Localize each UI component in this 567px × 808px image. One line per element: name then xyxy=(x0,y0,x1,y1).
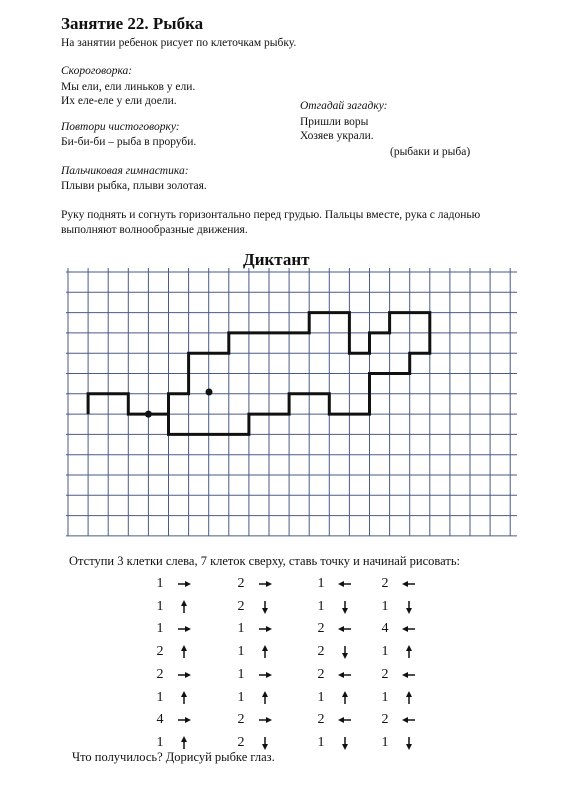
arrow-right-icon xyxy=(257,712,273,728)
command-count: 1 xyxy=(156,689,164,705)
dictation-command xyxy=(235,620,273,638)
dictation-instruction: Отступи 3 клетки слева, 7 клеток сверху, ставь точку и начинай рисовать: xyxy=(69,554,461,568)
command-count: 1 xyxy=(156,734,164,750)
dictation-command xyxy=(154,620,192,638)
dictation-command xyxy=(154,643,192,661)
command-count: 1 xyxy=(237,644,245,660)
dictation-command xyxy=(235,643,273,661)
command-count: 2 xyxy=(237,598,245,614)
riddle-answer: (рыбаки и рыба) xyxy=(390,146,471,158)
lesson-title: Занятие 22. Рыбка xyxy=(61,14,204,33)
command-count: 2 xyxy=(156,666,164,682)
arrow-left-icon xyxy=(401,667,417,683)
arrow-up-icon xyxy=(337,690,353,706)
arrow-left-icon xyxy=(401,576,417,592)
arrow-up-icon xyxy=(257,644,273,660)
arrow-up-icon xyxy=(401,644,417,660)
command-count: 1 xyxy=(381,598,389,614)
command-count: 1 xyxy=(381,734,389,750)
dictation-command xyxy=(379,689,417,707)
arrow-down-icon xyxy=(401,599,417,615)
clean-saying-heading: Повтори чистоговорку: xyxy=(61,121,180,133)
command-count: 4 xyxy=(381,621,389,637)
dictation-command xyxy=(315,598,353,616)
dictation-command xyxy=(315,620,353,638)
command-count: 1 xyxy=(237,621,245,637)
dictation-command xyxy=(154,666,192,684)
dictation-command xyxy=(379,620,417,638)
tongue-twister-line: Мы ели, ели линьков у ели. xyxy=(61,81,196,93)
command-count: 2 xyxy=(381,576,389,591)
clean-saying-line: Би-би-би – рыба в проруби. xyxy=(61,136,197,148)
arrow-right-icon xyxy=(257,576,273,592)
dictation-command xyxy=(379,575,417,593)
riddle-line: Хозяев украли. xyxy=(300,130,374,142)
command-count: 1 xyxy=(237,689,245,705)
command-count: 2 xyxy=(317,644,325,660)
dictation-command xyxy=(154,711,192,729)
arrow-left-icon xyxy=(401,712,417,728)
command-count: 1 xyxy=(381,689,389,705)
arrow-up-icon xyxy=(257,690,273,706)
dictation-command xyxy=(315,666,353,684)
dictation-command xyxy=(315,734,353,752)
description-line: Руку поднять и согнуть горизонтально перед грудью. Пальцы вместе, рука с ладонью xyxy=(61,209,481,221)
dictation-command xyxy=(379,711,417,729)
arrow-left-icon xyxy=(337,667,353,683)
lesson-intro: На занятии ребенок рисует по клеточкам рыбку. xyxy=(61,37,297,49)
dictation-command xyxy=(315,643,353,661)
finger-gym-line: Плыви рыбка, плыви золотая. xyxy=(61,180,207,192)
dictation-command xyxy=(315,689,353,707)
command-count: 2 xyxy=(237,576,245,591)
arrow-right-icon xyxy=(176,576,192,592)
command-count: 1 xyxy=(317,734,325,750)
dictation-command xyxy=(379,666,417,684)
dictation-command xyxy=(235,666,273,684)
arrow-up-icon xyxy=(176,735,192,751)
command-count: 1 xyxy=(381,644,389,660)
dictation-command xyxy=(379,643,417,661)
dictation-command xyxy=(154,598,192,616)
dictation-command xyxy=(235,598,273,616)
dictation-command xyxy=(379,598,417,616)
tongue-twister-heading: Скороговорка: xyxy=(61,65,133,77)
arrow-up-icon xyxy=(401,690,417,706)
arrow-down-icon xyxy=(337,735,353,751)
finger-gym-heading: Пальчиковая гимнастика: xyxy=(61,165,189,177)
dictation-command xyxy=(235,575,273,593)
dictation-command xyxy=(315,711,353,729)
command-count: 1 xyxy=(317,689,325,705)
arrow-up-icon xyxy=(176,644,192,660)
dictation-command xyxy=(315,575,353,593)
command-count: 2 xyxy=(381,712,389,728)
riddle-line: Пришли воры xyxy=(300,116,369,128)
command-count: 1 xyxy=(156,598,164,614)
command-count: 1 xyxy=(156,621,164,637)
arrow-up-icon xyxy=(176,599,192,615)
command-count: 1 xyxy=(156,576,164,591)
arrow-right-icon xyxy=(176,712,192,728)
command-count: 2 xyxy=(237,712,245,728)
command-count: 1 xyxy=(317,576,325,591)
arrow-up-icon xyxy=(176,690,192,706)
command-count: 1 xyxy=(237,666,245,682)
command-count: 4 xyxy=(156,712,164,728)
arrow-left-icon xyxy=(337,712,353,728)
command-count: 2 xyxy=(317,712,325,728)
dictation-command xyxy=(154,689,192,707)
command-count: 2 xyxy=(317,621,325,637)
command-count: 2 xyxy=(317,666,325,682)
arrow-down-icon xyxy=(257,735,273,751)
start-dot xyxy=(145,411,152,418)
riddle-heading: Отгадай загадку: xyxy=(300,100,388,112)
final-question: Что получилось? Дорисуй рыбке глаз. xyxy=(72,750,275,764)
arrow-left-icon xyxy=(337,621,353,637)
arrow-right-icon xyxy=(257,667,273,683)
arrow-down-icon xyxy=(337,599,353,615)
arrow-right-icon xyxy=(176,667,192,683)
arrow-right-icon xyxy=(257,621,273,637)
tongue-twister-line: Их еле-еле у ели доели. xyxy=(61,95,177,107)
dictation-command xyxy=(235,711,273,729)
fish-eye-dot xyxy=(206,389,213,396)
dictation-command xyxy=(235,689,273,707)
arrow-right-icon xyxy=(176,621,192,637)
command-count: 2 xyxy=(237,734,245,750)
arrow-left-icon xyxy=(401,621,417,637)
arrow-down-icon xyxy=(401,735,417,751)
description-line: выполняют волнообразные движения. xyxy=(61,224,248,236)
command-count: 2 xyxy=(156,644,164,660)
dictation-command xyxy=(379,734,417,752)
command-count: 2 xyxy=(381,666,389,682)
arrow-down-icon xyxy=(337,644,353,660)
command-count: 1 xyxy=(317,598,325,614)
arrow-left-icon xyxy=(337,576,353,592)
dictation-command xyxy=(154,575,192,593)
arrow-down-icon xyxy=(257,599,273,615)
dictation-title: Диктант xyxy=(243,250,310,269)
